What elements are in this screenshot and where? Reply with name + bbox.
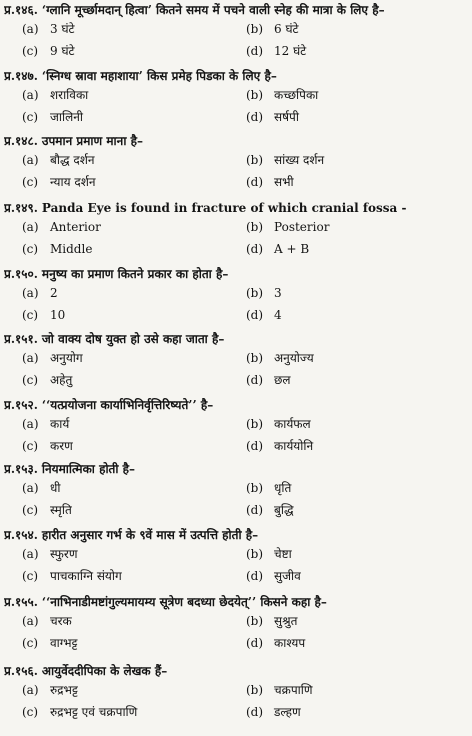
option-text: कच्छपिका (274, 88, 319, 102)
question-block (4, 663, 470, 723)
options-grid (22, 282, 470, 326)
option-text: कार्यफल (274, 417, 311, 431)
option-text: Middle (50, 242, 93, 256)
option-label: (c) (22, 503, 39, 517)
question-block (4, 461, 470, 521)
question-stem (4, 266, 470, 282)
question-text: जो वाक्य दोष युक्त हो उसे कहा जाता है– (41, 332, 225, 346)
option-text: पाचकाग्नि संयोग (50, 569, 122, 583)
answer-option (246, 304, 472, 326)
option-text: स्मृति (50, 503, 72, 517)
answer-option (246, 701, 472, 723)
option-label: (b) (246, 481, 264, 495)
question-text: ‘‘यत्प्रयोजना कार्याभिनिर्वृत्तिरिष्यते’’ है– (41, 398, 214, 412)
answer-option (246, 477, 472, 499)
option-text: शराविका (50, 88, 89, 102)
answer-option (246, 543, 472, 565)
option-text: सर्षपी (274, 110, 299, 124)
options-grid (22, 413, 470, 457)
option-text: बौद्ध दर्शन (50, 153, 95, 167)
question-number: प्र.१५३. (4, 462, 38, 476)
option-text: डल्हण (274, 705, 301, 719)
answer-option (246, 347, 472, 369)
answer-option (22, 149, 246, 171)
question-number: प्र.१५१. (4, 332, 38, 346)
answer-option (22, 84, 246, 106)
option-text: अनुयोज्य (274, 351, 314, 365)
option-label: (c) (22, 175, 39, 189)
answer-option (246, 565, 472, 587)
answer-option (246, 435, 472, 457)
question-stem (4, 331, 470, 347)
question-block (4, 594, 470, 654)
option-label: (d) (246, 636, 264, 650)
option-text: सांख्य दर्शन (274, 153, 325, 167)
options-grid (22, 216, 470, 260)
option-text: Posterior (274, 220, 330, 234)
answer-option (246, 282, 472, 304)
option-label: (b) (246, 614, 264, 628)
question-number: प्र.१४९. (4, 201, 38, 215)
option-text: A + B (274, 242, 310, 256)
option-label: (d) (246, 373, 264, 387)
answer-option (246, 499, 472, 521)
answer-option (246, 216, 472, 238)
options-grid (22, 347, 470, 391)
question-block (4, 200, 470, 260)
question-block (4, 68, 470, 128)
option-text: रुद्रभट्ट (50, 683, 78, 697)
option-label: (d) (246, 308, 264, 322)
option-text: छल (274, 373, 291, 387)
option-label: (d) (246, 569, 264, 583)
answer-option (246, 18, 472, 40)
option-text: धी (50, 481, 61, 495)
option-label: (c) (22, 439, 39, 453)
option-label: (b) (246, 547, 264, 561)
option-label: (c) (22, 242, 39, 256)
option-text: 4 (274, 308, 282, 322)
options-grid (22, 84, 470, 128)
answer-option (22, 238, 246, 260)
answer-option (22, 369, 246, 391)
option-label: (a) (22, 547, 39, 561)
answer-option (22, 171, 246, 193)
option-label: (c) (22, 308, 39, 322)
question-number: प्र.१५५. (4, 595, 38, 609)
answer-option (246, 369, 472, 391)
option-text: अनुयोग (50, 351, 83, 365)
option-text: स्फुरण (50, 547, 78, 561)
option-label: (c) (22, 569, 39, 583)
option-label: (a) (22, 286, 39, 300)
question-stem (4, 200, 470, 216)
option-text: करण (50, 439, 73, 453)
question-text: Panda Eye is found in fracture of which cranial fossa - (41, 201, 407, 215)
answer-option (22, 347, 246, 369)
option-label: (b) (246, 286, 264, 300)
question-block (4, 133, 470, 193)
answer-option (246, 632, 472, 654)
option-text: चक्रपाणि (274, 683, 313, 697)
question-number: प्र.१४७. (4, 69, 38, 83)
option-text: Anterior (50, 220, 101, 234)
question-number: प्र.१४८. (4, 134, 38, 148)
question-stem (4, 461, 470, 477)
question-number: प्र.१५०. (4, 267, 38, 281)
answer-option (22, 632, 246, 654)
answer-option (22, 40, 246, 62)
question-text: ‘‘नाभिनाडीमष्टांगुल्यमायम्य सूत्रेण बदध्या छेदयेत्’’ किसने कहा है– (41, 595, 327, 609)
answer-option (246, 610, 472, 632)
answer-option (22, 18, 246, 40)
question-number: प्र.१५६. (4, 664, 38, 678)
option-label: (c) (22, 110, 39, 124)
option-label: (b) (246, 417, 264, 431)
option-label: (b) (246, 88, 264, 102)
options-grid (22, 477, 470, 521)
question-block (4, 2, 470, 62)
option-text: बुद्धि (274, 503, 294, 517)
option-label: (c) (22, 636, 39, 650)
question-text: उपमान प्रमाण माना है– (41, 134, 143, 148)
question-text: आयुर्वेददीपिका के लेखक हैं– (41, 664, 168, 678)
answer-option (22, 282, 246, 304)
option-text: सुश्रुत (274, 614, 298, 628)
answer-option (22, 304, 246, 326)
option-label: (a) (22, 153, 39, 167)
answer-option (22, 216, 246, 238)
options-grid (22, 610, 470, 654)
option-label: (d) (246, 705, 264, 719)
option-label: (a) (22, 351, 39, 365)
answer-option (246, 679, 472, 701)
options-grid (22, 149, 470, 193)
answer-option (22, 435, 246, 457)
option-label: (d) (246, 110, 264, 124)
answer-option (22, 106, 246, 128)
question-number: प्र.१५२. (4, 398, 38, 412)
option-text: 9 घंटे (50, 44, 75, 58)
question-text: ‘ग्लानि मूर्च्छामदान् हित्वा’ कितने समय में पचने वाली स्नेह की मात्रा के लिए है– (41, 3, 385, 17)
answer-option (246, 238, 472, 260)
option-text: अहेतु (50, 373, 73, 387)
question-stem (4, 2, 470, 18)
option-text: काश्यप (274, 636, 306, 650)
option-label: (c) (22, 44, 39, 58)
answer-option (22, 413, 246, 435)
question-block (4, 266, 470, 326)
options-grid (22, 18, 470, 62)
option-text: कार्ययोनि (274, 439, 314, 453)
option-label: (a) (22, 614, 39, 628)
option-text: 10 (50, 308, 66, 322)
option-label: (a) (22, 88, 39, 102)
option-text: धृति (274, 481, 292, 495)
question-number: प्र.१४६. (4, 3, 38, 17)
answer-option (246, 171, 472, 193)
answer-option (246, 149, 472, 171)
option-label: (b) (246, 220, 264, 234)
option-text: 12 घंटे (274, 44, 307, 58)
question-block (4, 331, 470, 391)
option-label: (b) (246, 22, 264, 36)
option-label: (d) (246, 44, 264, 58)
option-text: 3 घंटे (50, 22, 75, 36)
question-stem (4, 527, 470, 543)
question-stem (4, 133, 470, 149)
option-text: सभी (274, 175, 294, 189)
answer-option (22, 679, 246, 701)
question-stem (4, 663, 470, 679)
answer-option (246, 106, 472, 128)
option-text: न्याय दर्शन (50, 175, 96, 189)
option-label: (d) (246, 242, 264, 256)
option-text: 6 घंटे (274, 22, 299, 36)
question-stem (4, 68, 470, 84)
option-text: 2 (50, 286, 58, 300)
answer-option (246, 40, 472, 62)
option-text: कार्य (50, 417, 70, 431)
option-text: सुजीव (274, 569, 301, 583)
answer-option (22, 499, 246, 521)
option-label: (d) (246, 503, 264, 517)
option-text: चरक (50, 614, 72, 628)
option-label: (a) (22, 22, 39, 36)
question-text: मनुष्य का प्रमाण कितने प्रकार का होता है– (41, 267, 229, 281)
question-number: प्र.१५४. (4, 528, 38, 542)
answer-option (246, 84, 472, 106)
option-text: रुद्रभट्ट एवं चक्रपाणि (50, 705, 138, 719)
option-label: (b) (246, 683, 264, 697)
answer-option (246, 413, 472, 435)
option-label: (d) (246, 439, 264, 453)
question-stem (4, 397, 470, 413)
option-label: (b) (246, 153, 264, 167)
question-stem (4, 594, 470, 610)
answer-option (22, 543, 246, 565)
option-text: 3 (274, 286, 282, 300)
option-label: (c) (22, 705, 39, 719)
answer-option (22, 701, 246, 723)
option-label: (b) (246, 351, 264, 365)
option-label: (c) (22, 373, 39, 387)
answer-option (22, 477, 246, 499)
option-text: जालिनी (50, 110, 84, 124)
question-block (4, 527, 470, 587)
answer-option (22, 565, 246, 587)
option-label: (d) (246, 175, 264, 189)
options-grid (22, 543, 470, 587)
option-label: (a) (22, 481, 39, 495)
question-text: नियमात्मिका होती है– (41, 462, 136, 476)
option-label: (a) (22, 417, 39, 431)
options-grid (22, 679, 470, 723)
option-text: चेष्टा (274, 547, 292, 561)
option-text: वाग्भट्ट (50, 636, 78, 650)
question-text: ‘स्निग्ध स्रावा महाशाया’ किस प्रमेह पिडका के लिए है– (41, 69, 277, 83)
option-label: (a) (22, 220, 39, 234)
option-label: (a) (22, 683, 39, 697)
question-block (4, 397, 470, 457)
question-text: हारीत अनुसार गर्भ के ९वें मास में उत्पत्ति होती है– (41, 528, 259, 542)
answer-option (22, 610, 246, 632)
